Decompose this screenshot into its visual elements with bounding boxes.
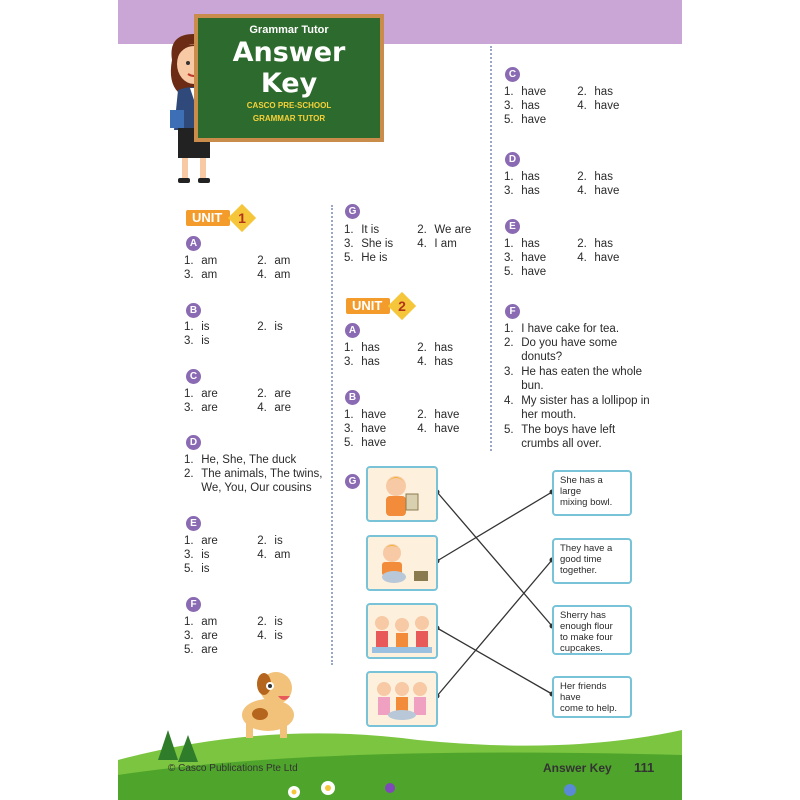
group-baking-icon	[368, 605, 436, 657]
answer-row: 1. have 2. has	[504, 86, 613, 98]
unit-label: UNIT	[346, 298, 390, 314]
answer-row: 1. is 2. is	[184, 321, 283, 333]
worksheet-page	[118, 0, 682, 800]
sentence-line: enough flour	[560, 621, 613, 632]
answer-row: 3. has 4. have	[504, 185, 620, 197]
sentence-card-2[interactable]	[552, 538, 632, 584]
section-badge: C	[505, 67, 520, 82]
answer-row: 3. is	[184, 335, 210, 347]
sentence-line: She has a large	[560, 475, 603, 497]
answer-row: 3. am 4. am	[184, 269, 291, 281]
section-badge: B	[345, 390, 360, 405]
answer-row: her mouth.	[521, 409, 577, 421]
sentence-line: cupcakes.	[560, 643, 603, 654]
sentence-line: They have a	[560, 543, 613, 554]
section-badge: B	[186, 303, 201, 318]
answer-row: 1. am 2. is	[184, 616, 283, 628]
section-badge: A	[186, 236, 201, 251]
answer-row: 2. Do you have some	[504, 337, 618, 349]
answer-row: 1. has 2. has	[504, 171, 613, 183]
answer-row: 1. are 2. is	[184, 535, 283, 547]
answer-row: 5. are	[184, 644, 218, 656]
sentence-line: come to help.	[560, 703, 618, 714]
answer-row: 5. is	[184, 563, 210, 575]
answer-row: 3. She is 4. I am	[344, 238, 457, 250]
grass-scene-illustration	[118, 660, 682, 800]
section-badge: E	[505, 219, 520, 234]
unit-number: 2	[398, 298, 406, 314]
sentence-line: Sherry has	[560, 610, 606, 621]
unit-number: 1	[238, 210, 246, 226]
section-badge: D	[505, 152, 520, 167]
sentence-line: good time	[560, 554, 602, 565]
answer-row: 1. has 2. has	[344, 342, 453, 354]
answer-row: bun.	[521, 380, 544, 392]
section-badge: E	[186, 516, 201, 531]
answer-row: 1. am 2. am	[184, 255, 291, 267]
answer-row: 3. has 4. has	[344, 356, 453, 368]
sentence-line: Her friends have	[560, 681, 607, 703]
picture-girl-with-bowl[interactable]	[366, 535, 438, 591]
section-badge: C	[186, 369, 201, 384]
answer-row: 4. My sister has a lollipop in	[504, 395, 650, 407]
section-badge: G	[345, 204, 360, 219]
answer-row: 3. are 4. are	[184, 402, 292, 414]
answer-row: 3. are 4. is	[184, 630, 283, 642]
sentence-line: to make four	[560, 632, 613, 643]
answer-row: 3. He has eaten the whole	[504, 366, 643, 378]
sentence-card-3[interactable]	[552, 605, 632, 655]
answer-row: crumbs all over.	[521, 438, 602, 450]
sentence-card-1[interactable]	[552, 470, 632, 516]
answer-row: 5. The boys have left	[504, 424, 616, 436]
answer-row: 1. are 2. are	[184, 388, 292, 400]
section-badge: F	[505, 304, 520, 319]
answer-row: 3. have 4. have	[504, 252, 620, 264]
board-title-line1: Answer	[232, 37, 346, 68]
footer-section-title: Answer Key	[543, 761, 612, 775]
answer-row: 5. have	[504, 114, 547, 126]
picture-friends-baking[interactable]	[366, 603, 438, 659]
section-badge: G	[345, 474, 360, 489]
answer-row: 1. He, She, The duck	[184, 454, 297, 466]
section-badge: A	[345, 323, 360, 338]
answer-row: 1. It is 2. We are	[344, 224, 472, 236]
girl-icon	[368, 468, 436, 520]
answer-row: We, You, Our cousins	[201, 482, 312, 494]
answer-row: 3. have 4. have	[344, 423, 460, 435]
answer-row: 2. The animals, The twins,	[184, 468, 323, 480]
answer-row: 1. have 2. have	[344, 409, 460, 421]
answer-row: 3. is 4. am	[184, 549, 291, 561]
answer-row: 1. I have cake for tea.	[504, 323, 620, 335]
answer-row: 1. has 2. has	[504, 238, 613, 250]
section-badge: F	[186, 597, 201, 612]
answer-row: donuts?	[521, 351, 563, 363]
sentence-line: mixing bowl.	[560, 497, 613, 508]
sentence-line: together.	[560, 565, 597, 576]
board-series-line1: CASCO PRE-SCHOOL	[246, 101, 332, 110]
answer-row: 3. has 4. have	[504, 100, 620, 112]
board-subtitle: Grammar Tutor	[249, 24, 329, 36]
board-title-line2: Key	[260, 68, 318, 99]
mixing-bowl-icon	[368, 537, 436, 589]
section-badge: D	[186, 435, 201, 450]
answer-row: 5. have	[504, 266, 547, 278]
answer-row: 5. He is	[344, 252, 388, 264]
copyright-text: © Casco Publications Pte Ltd	[168, 763, 298, 774]
page-number: 111	[634, 760, 655, 775]
picture-girl-holding-flour[interactable]	[366, 466, 438, 522]
unit-label: UNIT	[186, 210, 230, 226]
answer-row: 5. have	[344, 437, 387, 449]
board-series-line2: GRAMMAR TUTOR	[252, 114, 326, 123]
